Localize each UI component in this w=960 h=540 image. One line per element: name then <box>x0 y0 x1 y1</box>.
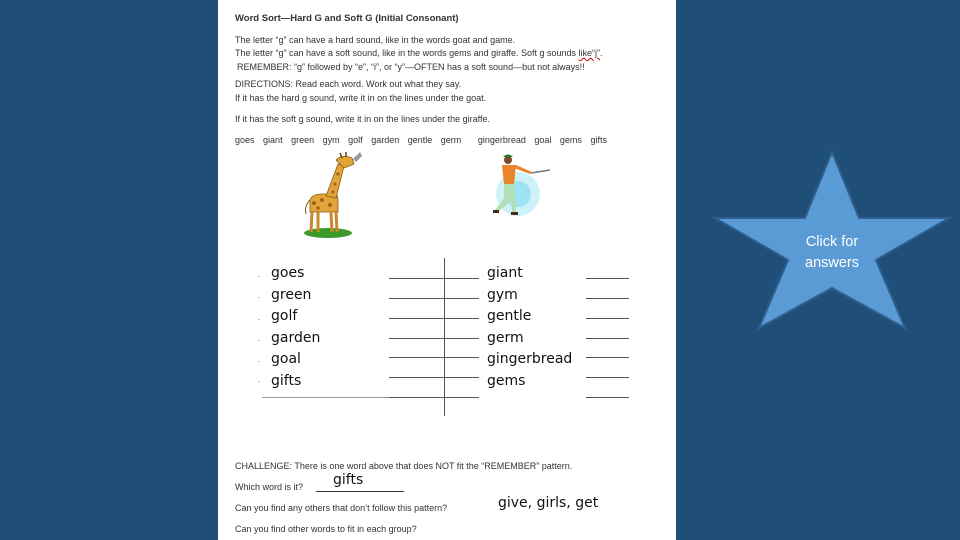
soft-g-word: gingerbread <box>487 351 573 368</box>
word-list-item: gifts <box>590 135 607 145</box>
remember-rule: REMEMBER: “g” followed by “e”, “i”, or “y”—OFTEN has a soft sound—but not always!! <box>237 62 585 72</box>
soft-sound-period: . <box>600 48 603 58</box>
answer-line <box>586 357 629 358</box>
column-divider <box>444 258 445 416</box>
others-answer: give, girls, get <box>498 495 599 511</box>
soft-g-word: gentle <box>487 308 532 325</box>
word-list <box>235 135 613 145</box>
hard-g-word: gifts <box>271 372 302 389</box>
more-words-question: Can you find other words to fit in each group? <box>235 524 417 534</box>
answer-line <box>389 298 479 299</box>
soft-g-word: gems <box>487 372 526 389</box>
word-list-item: green <box>291 135 315 145</box>
challenge-answer-line <box>316 491 404 492</box>
hard-g-word: garden <box>271 329 321 346</box>
word-list-item: gingerbread <box>477 135 526 145</box>
answer-line <box>389 377 479 378</box>
soft-g-word: germ <box>487 329 524 346</box>
worksheet-title: Word Sort—Hard G and Soft G (Initial Consonant) <box>235 13 459 24</box>
challenge-question: Which word is it? <box>235 482 304 492</box>
answer-line <box>389 338 479 339</box>
word-list-item: goes <box>235 135 255 145</box>
soft-g-answers <box>487 263 572 393</box>
hard-g-answers <box>271 263 320 393</box>
giraffe-icon <box>298 150 368 240</box>
word-list-item: gym <box>322 135 340 145</box>
soft-g-word: gym <box>487 286 518 303</box>
hard-g-word: goes <box>271 265 305 281</box>
soft-g-word: giant <box>487 265 523 281</box>
word-list-item: giant <box>263 135 283 145</box>
click-for-answers-button[interactable]: Click for answers <box>805 234 859 271</box>
hard-sound-intro: The letter “g” can have a hard sound, like in the words goat and game. <box>235 35 516 45</box>
answer-line <box>586 338 629 339</box>
hard-g-word: goal <box>271 351 301 368</box>
answer-line <box>586 298 629 299</box>
soft-sound-intro <box>235 48 603 58</box>
hard-g-instruction: If it has the hard g sound, write it in on the lines under the goat. <box>235 93 487 103</box>
directions: DIRECTIONS: Read each word. Work out what they say. <box>235 79 462 89</box>
bullet: . <box>258 270 261 279</box>
word-list-item: gems <box>559 135 582 145</box>
bullet: . <box>258 334 261 343</box>
answer-line <box>586 377 629 378</box>
answer-line <box>389 357 479 358</box>
soft-sound-text: The letter “g” can have a soft sound, like in the words gems and giraffe. Soft g sounds <box>235 48 579 58</box>
soft-g-instruction: If it has the soft g sound, write it in on the lines under the giraffe. <box>235 114 490 124</box>
bullet: . <box>258 291 261 300</box>
answer-line <box>586 278 629 279</box>
word-list-item: gentle <box>407 135 433 145</box>
answer-line <box>262 397 389 398</box>
bullet: . <box>258 313 261 322</box>
word-list-item: golf <box>348 135 363 145</box>
bullet: . <box>258 355 261 364</box>
hard-g-word: golf <box>271 308 298 325</box>
challenge-answer: gifts <box>333 472 364 488</box>
bullet: . <box>258 375 261 384</box>
answer-line <box>389 397 479 398</box>
soft-sound-like-j: like“j” <box>578 48 601 58</box>
word-list-item: garden <box>371 135 400 145</box>
answer-line <box>389 278 479 279</box>
answer-line <box>586 318 629 319</box>
answer-line <box>586 397 629 398</box>
answer-line <box>389 318 479 319</box>
challenge-title: CHALLENGE: There is one word above that does NOT fit the “REMEMBER” pattern. <box>235 461 573 471</box>
hard-g-word: green <box>271 286 312 303</box>
word-list-item: goal <box>534 135 552 145</box>
word-list-item: germ <box>440 135 462 145</box>
golfer-icon <box>488 150 558 222</box>
exceptions-question: Can you find any others that don’t follow this pattern? <box>235 503 448 513</box>
